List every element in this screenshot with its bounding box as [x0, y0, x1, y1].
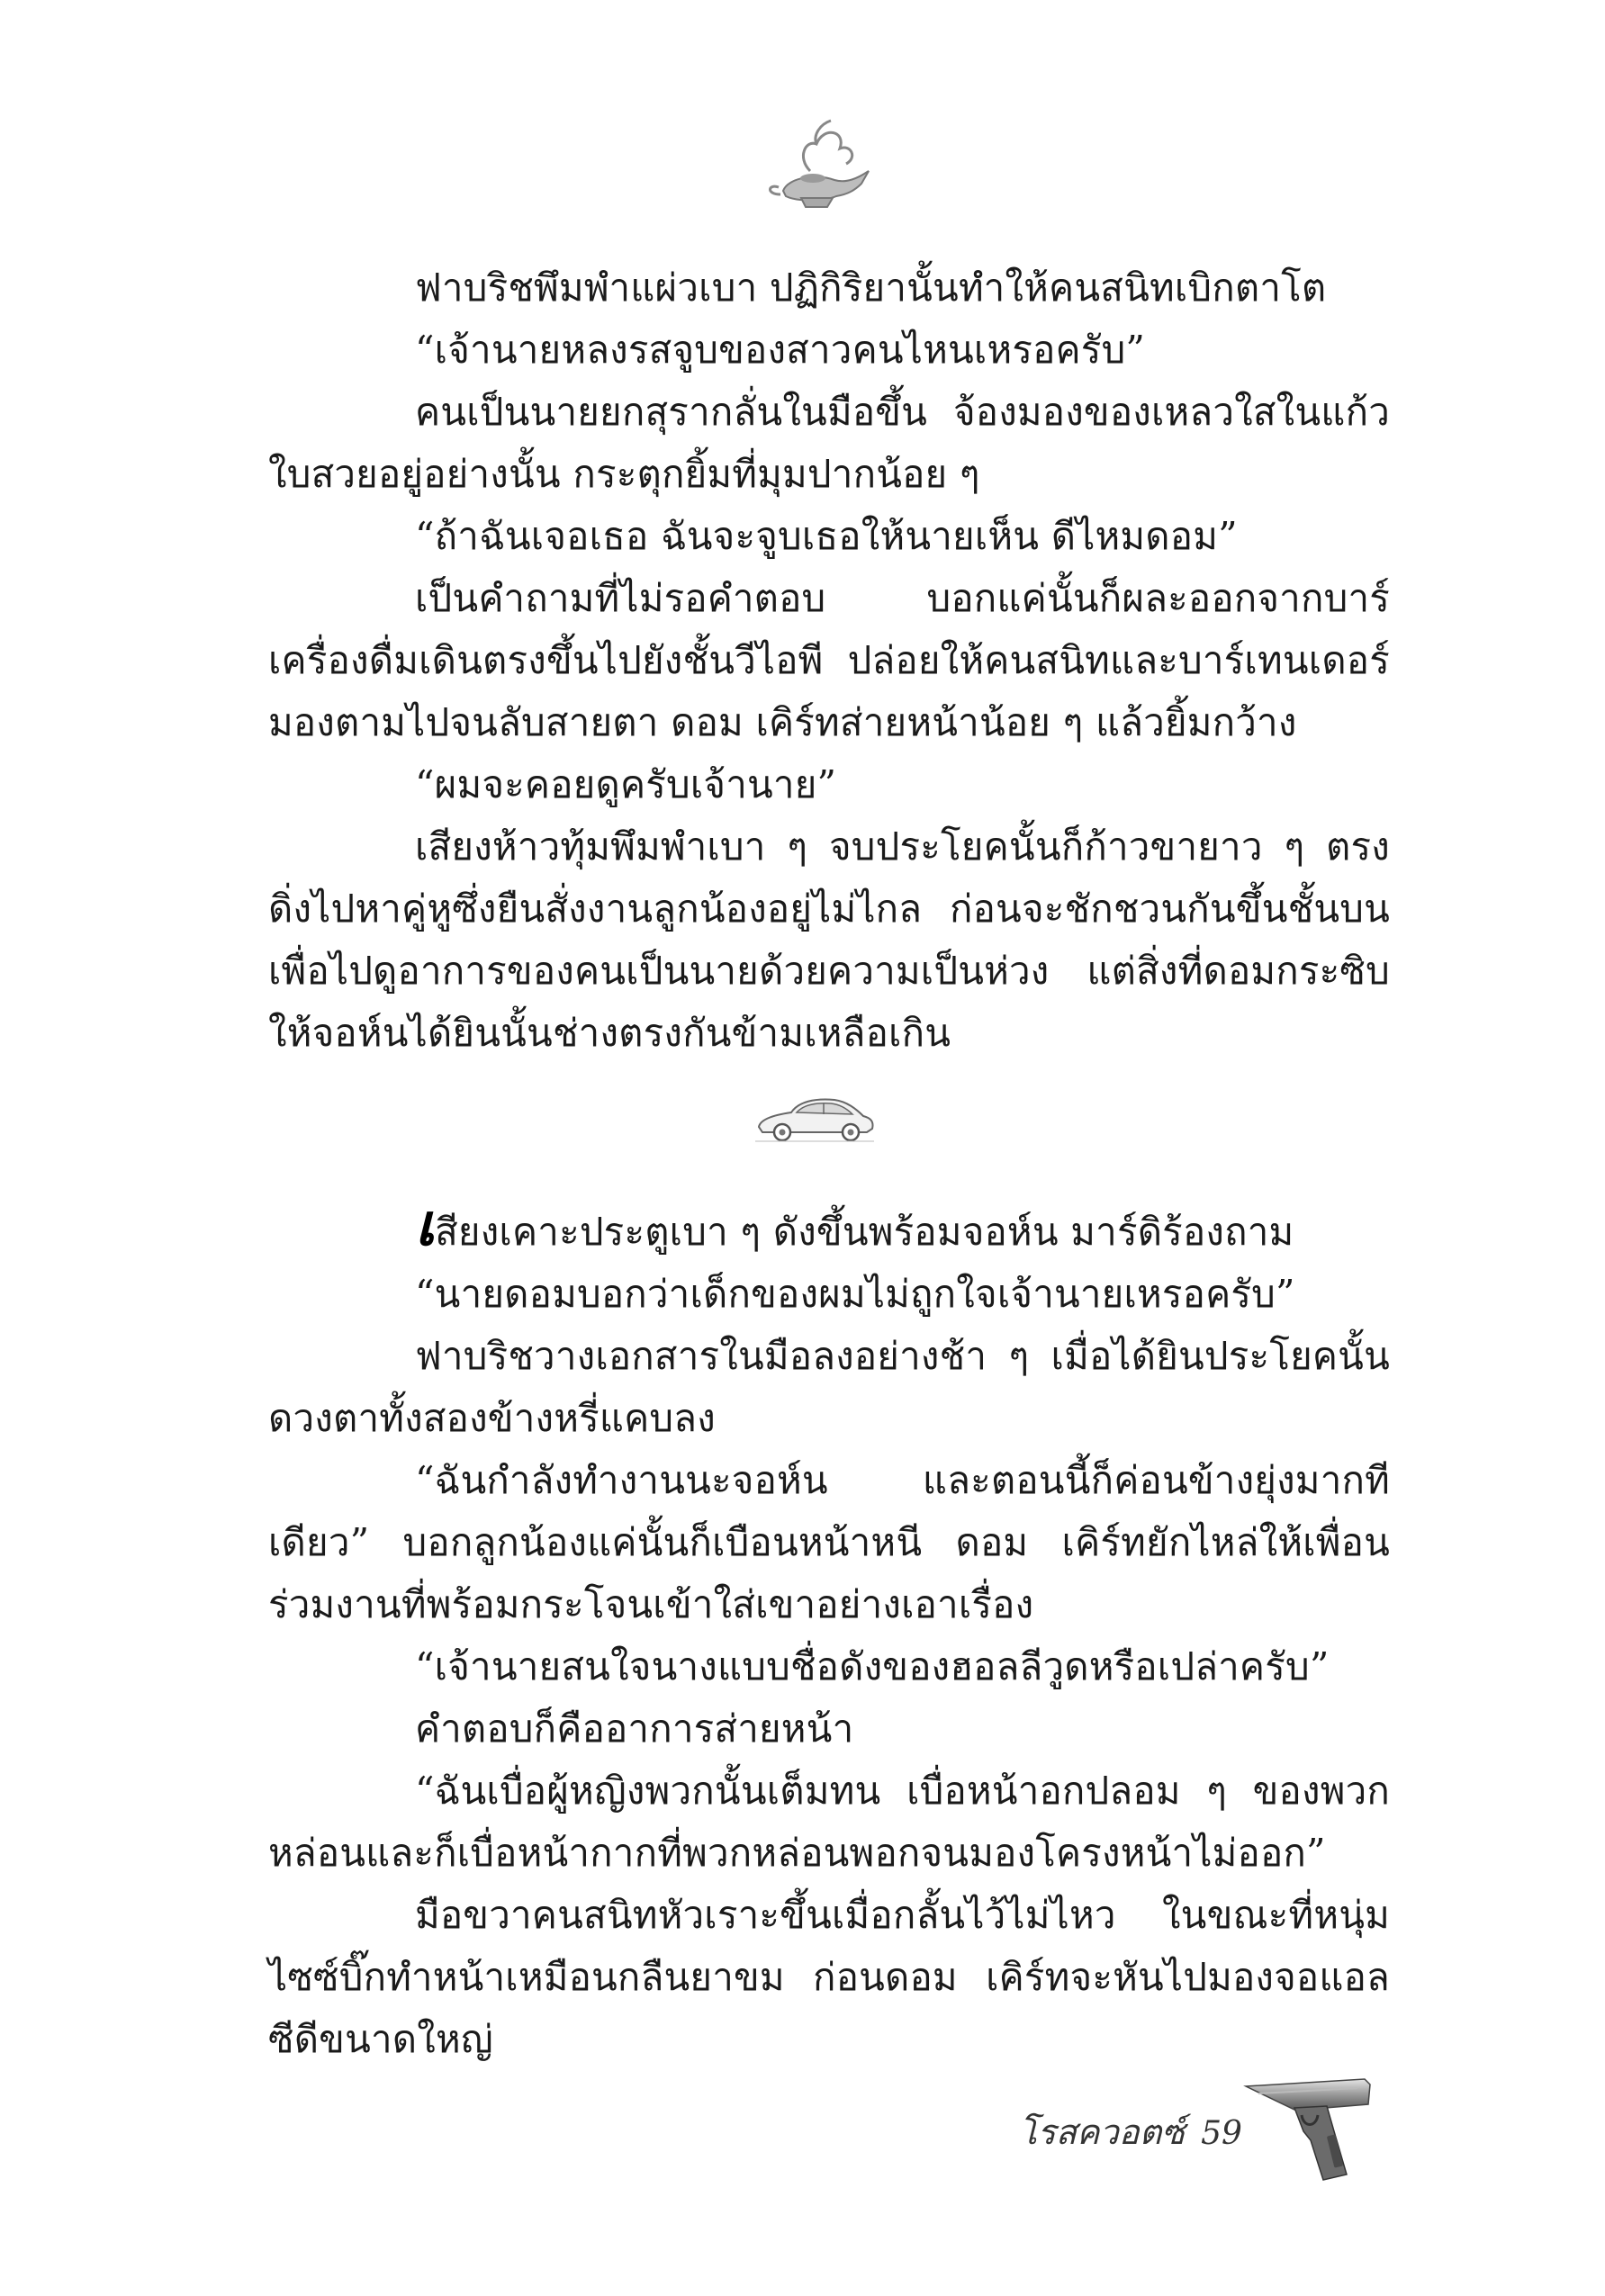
- paragraph: คำตอบก็คืออาการส่ายหน้า: [415, 1706, 854, 1751]
- paragraph-text: สียงเคาะประตูเบา ๆ ดังขึ้นพร้อมจอห์น มาร์ดิร้องถาม: [435, 1210, 1294, 1254]
- page-number: 59: [1201, 2115, 1242, 2152]
- paragraph: เสียงห้าวทุ้มพึมพำเบา ๆ จบประโยคนั้นก็ก้าวขายาว ๆ ตรงดิ่งไปหาคู่หูซึ่งยืนสั่งงานลูกน้องอยู่ไม่ไกล ก่อนจะชักชวนกันขึ้นชั้นบนเพื่อไปดูอาการของคนเป็นนายด้วยความเป็นห่วง แต่สิ่งที่ดอมกระซิบให้จอห์นได้ยินนั้นช่างตรงกันข้ามเหลือเกิน: [268, 824, 1390, 1055]
- paragraph: “ฉันเบื่อผู้หญิงพวกนั้นเต็มทน เบื่อหน้าอกปลอม ๆ ของพวกหล่อนและก็เบื่อหน้ากากที่พวกหล่อนพอกจนมองโครงหน้าไม่ออก”: [268, 1769, 1390, 1875]
- paragraph: เป็นคำถามที่ไม่รอคำตอบ บอกแค่นั้นก็ผละออกจากบาร์เครื่องดื่มเดินตรงขึ้นไปยังชั้นวีไอพี ปล่อยให้คนสนิทและบาร์เทนเดอร์มองตามไปจนลับสายตา ดอม เคิร์ทส่ายหน้าน้อย ๆ แล้วยิ้มกว้าง: [268, 576, 1390, 744]
- genie-lamp-icon: [761, 108, 878, 216]
- paragraph: “เจ้านายหลงรสจูบของสาวคนไหนเหรอครับ”: [415, 328, 1146, 372]
- paragraph: “ถ้าฉันเจอเธอ ฉันจะจูบเธอให้นายเห็น ดีไหมดอม”: [415, 514, 1238, 558]
- drop-cap: เ: [415, 1192, 436, 1259]
- paragraph: “นายดอมบอกว่าเด็กของผมไม่ถูกใจเจ้านายเหรอครับ”: [415, 1272, 1295, 1316]
- paragraph: คนเป็นนายยกสุรากลั่นในมือขึ้น จ้องมองของเหลวใสในแก้วใบสวยอยู่อย่างนั้น กระตุกยิ้มที่มุมปากน้อย ๆ: [268, 390, 1390, 496]
- paragraph: ฟาบริชพึมพำแผ่วเบา ปฏิกิริยานั้นทำให้คนสนิทเบิกตาโต: [415, 266, 1327, 310]
- vintage-car-icon: [752, 1087, 878, 1147]
- page-footer: [1019, 2104, 1242, 2159]
- paragraph-dropcap: [268, 1192, 1390, 1263]
- pistol-icon: [1240, 2068, 1375, 2185]
- paragraph: มือขวาคนสนิทหัวเราะขึ้นเมื่อกลั้นไว้ไม่ไหว ในขณะที่หนุ่มไซซ์บิ๊กทำหน้าเหมือนกลืนยาขม ก่อนดอม เคิร์ทจะหันไปมองจอแอลซีดีขนาดใหญ่: [268, 1893, 1390, 2061]
- paragraph: “ผมจะคอยดูครับเจ้านาย”: [415, 762, 837, 806]
- section-two-text: [268, 1192, 1390, 2070]
- section-one-text: [268, 257, 1390, 1064]
- paragraph: ฟาบริชวางเอกสารในมือลงอย่างช้า ๆ เมื่อได้ยินประโยคนั้นดวงตาทั้งสองข้างหรี่แคบลง: [268, 1334, 1390, 1440]
- paragraph: “เจ้านายสนใจนางแบบชื่อดังของฮอลลีวูดหรือเปล่าครับ”: [415, 1644, 1330, 1688]
- book-title: โรสควอตซ์: [1019, 2112, 1186, 2152]
- paragraph: “ฉันกำลังทำงานนะจอห์น และตอนนี้ก็ค่อนข้างยุ่งมากทีเดียว” บอกลูกน้องแค่นั้นก็เบือนหน้าหนี ดอม เคิร์ทยักไหล่ให้เพื่อนร่วมงานที่พร้อมกระโจนเข้าใส่เขาอย่างเอาเรื่อง: [268, 1458, 1390, 1626]
